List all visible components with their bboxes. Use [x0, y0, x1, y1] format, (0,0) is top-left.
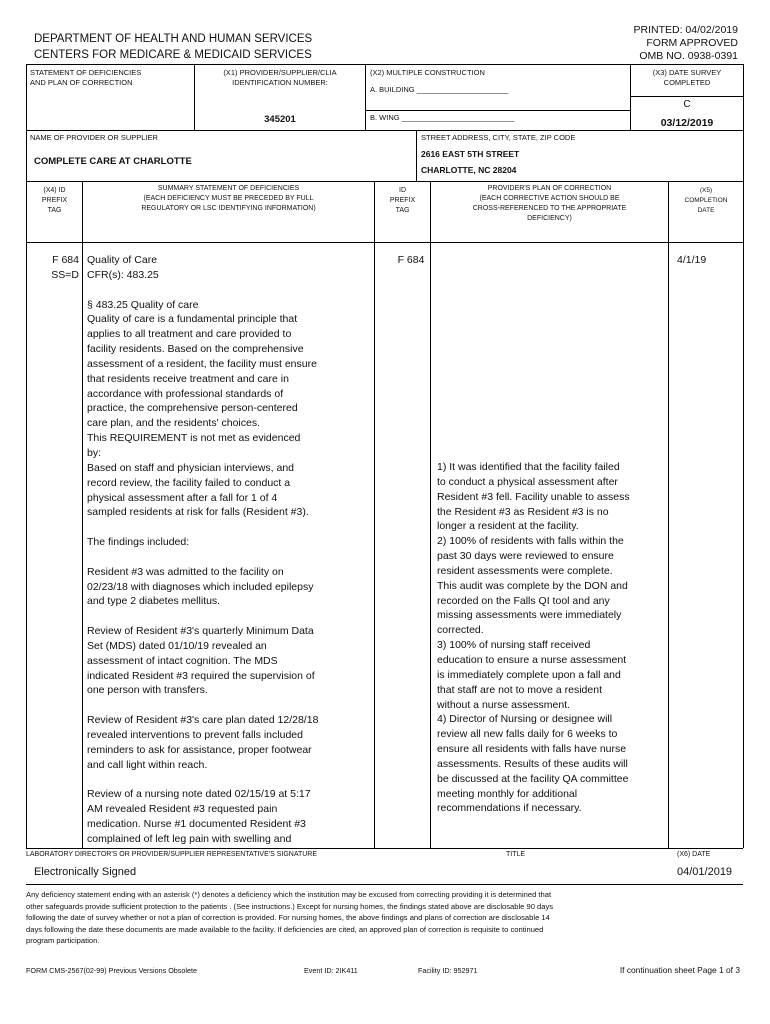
divider-x2: [365, 64, 366, 130]
provider-name: COMPLETE CARE AT CHARLOTTE: [34, 156, 192, 167]
signature-date: 04/01/2019: [677, 866, 733, 878]
signature-value: Electronically Signed: [34, 866, 137, 878]
summary-header: SUMMARY STATEMENT OF DEFICIENCIES (EACH DEFICIENCY MUST BE PRECEDED BY FULL REGULATORY OR LSC IDENTIFYING INFORMATION): [141, 185, 316, 212]
completion-date: 4/1/19: [677, 254, 707, 266]
right-border: [743, 64, 744, 848]
x6-date-label: (X6) DATE: [677, 851, 711, 858]
wing-line: B. WING ___________________________: [370, 113, 515, 122]
department-title: DEPARTMENT OF HEALTH AND HUMAN SERVICES: [34, 33, 313, 45]
severity-scope: SS=D: [51, 269, 79, 281]
plan-header: PROVIDER'S PLAN OF CORRECTION (EACH CORRECTIVE ACTION SHOULD BE CROSS-REFERENCED TO THE APPROPRIATE DEFICIENCY): [472, 185, 627, 222]
form-approved: FORM APPROVED: [646, 37, 738, 49]
x3-date: 03/12/2019: [660, 117, 714, 129]
x2-label: (X2) MULTIPLE CONSTRUCTION: [370, 68, 485, 77]
plan-of-correction: 1) It was identified that the facility failed to conduct a physical assessment after Resident #3 fell. Facility unable to assess the Resident #3 as Resident #3 is no longer a resident at the facility. 2) 100% of residents with falls within the past 30 days were reviewed to ensure resident assessments were complete. This audit was complete by the DON and recorded on the Falls QI tool and any missing assessments were immediately corrected. 3) 100% of nursing staff received education to ensure a nurse assessment is immediately complete upon a fall and that staff are not to move a resident without a nurse assessment. 4) Director of Nursing or designee will review all new falls daily for 6 weeks to ensure all residents with falls have nurse assessments. Results of these audits will be discussed at the facility QA committee meeting monthly for additional recommendations if necessary.: [437, 461, 630, 815]
city-state-zip: CHARLOTTE, NC 28204: [421, 165, 517, 175]
omb-number: OMB NO. 0938-0391: [639, 50, 738, 62]
building-line: A. BUILDING ______________________: [370, 85, 509, 94]
x4-header: (X4) ID PREFIX TAG: [41, 187, 68, 214]
event-id: Event ID: 2IK411: [304, 966, 358, 975]
facility-id: Facility ID: 952971: [418, 966, 478, 975]
date-box-rule: [630, 96, 743, 97]
id-prefix-header: ID PREFIX TAG: [389, 187, 416, 214]
divider-x1: [194, 64, 195, 130]
top-rule: [26, 64, 743, 65]
left-border: [26, 64, 27, 848]
x3-label: (X3) DATE SURVEY COMPLETED: [652, 68, 722, 87]
provider-name-label: NAME OF PROVIDER OR SUPPLIER: [30, 133, 158, 142]
divider-x3: [630, 64, 631, 130]
columns-rule: [26, 181, 743, 182]
col-divider-1: [82, 181, 83, 848]
deficiency-summary: Quality of Care CFR(s): 483.25 § 483.25 Quality of care Quality of care is a fundamental principle that applies to all treatment and care provided to facility residents. Based on the comprehensive assessment of a resident, the facility must ensure that residents receive treatment and care in accordance with professional standards of practice, the comprehensive person-centered care plan, and the residents' choices. This REQUIREMENT is not met as evidenced by: Based on staff and physician interviews, and record review, the facility failed to conduct a physical assessment after a fall for 1 of 4 sampled residents at risk for falls (Resident #3). The findings included: Resident #3 was admitted to the facility on 02/23/18 with diagnoses which included epilepsy and type 2 diabetes mellitus. Review of Resident #3's quarterly Minimum Data Set (MDS) dated 01/10/19 revealed an assessment of intact cognition. The MDS indicated Resident #3 required the supervision of one person with transfers. Review of Resident #3's care plan dated 12/28/18 revealed interventions to prevent falls included reminders to ask for assistance, proper footwear and call light within reach. Review of a nursing note dated 02/15/19 at 5:17 AM revealed Resident #3 requested pain medication. Nurse #1 documented Resident #3 complained of left leg pain with swelling and: [87, 254, 319, 845]
printed-date: PRINTED: 04/02/2019: [633, 24, 738, 36]
page-indicator: If continuation sheet Page 1 of 3: [619, 965, 740, 975]
col-divider-4: [668, 181, 669, 848]
disclaimer-text: Any deficiency statement ending with an asterisk (*) denotes a deficiency which the institution may be excused from correcting providing it is determined that other safeguards provide sufficient protection to the patients . (See instructions.) Except for nursing homes, the findings stated above are disclosable 90 days following the date of survey whether or not a plan of correction is provided. For nursing homes, the above findings and plans of correction are disclosable 14 days following the date these documents are made available to the facility. If deficiencies are cited, an approved plan of correction is requisite to continued program participation.: [26, 890, 554, 946]
statement-label: STATEMENT OF DEFICIENCIES AND PLAN OF CORRECTION: [30, 68, 142, 87]
title-label: TITLE: [506, 851, 526, 858]
street-address: 2616 EAST 5TH STREET: [421, 149, 520, 159]
body-rule: [26, 242, 743, 243]
form-id: FORM CMS-2567(02-99) Previous Versions Obsolete: [26, 966, 197, 975]
provider-rule: [26, 130, 743, 131]
agency-title: CENTERS FOR MEDICARE & MEDICAID SERVICES: [34, 49, 312, 61]
address-label: STREET ADDRESS, CITY, STATE, ZIP CODE: [421, 133, 576, 142]
x3-code: C: [683, 99, 691, 110]
x5-header: (X5) COMPLETION DATE: [684, 187, 728, 214]
deficiency-tag: F 684: [52, 254, 79, 266]
wing-rule: [365, 110, 630, 111]
divider-address: [416, 130, 417, 181]
signature-rule: [26, 848, 743, 849]
plan-tag: F 684: [397, 254, 425, 266]
col-divider-3: [430, 181, 431, 848]
bottom-rule: [26, 884, 743, 885]
col-divider-2: [374, 181, 375, 848]
x1-value: 345201: [264, 114, 296, 125]
signature-label: LABORATORY DIRECTOR'S OR PROVIDER/SUPPLIER REPRESENTATIVE'S SIGNATURE: [26, 851, 318, 858]
x1-label: (X1) PROVIDER/SUPPLIER/CLIA IDENTIFICATION NUMBER:: [223, 68, 337, 87]
